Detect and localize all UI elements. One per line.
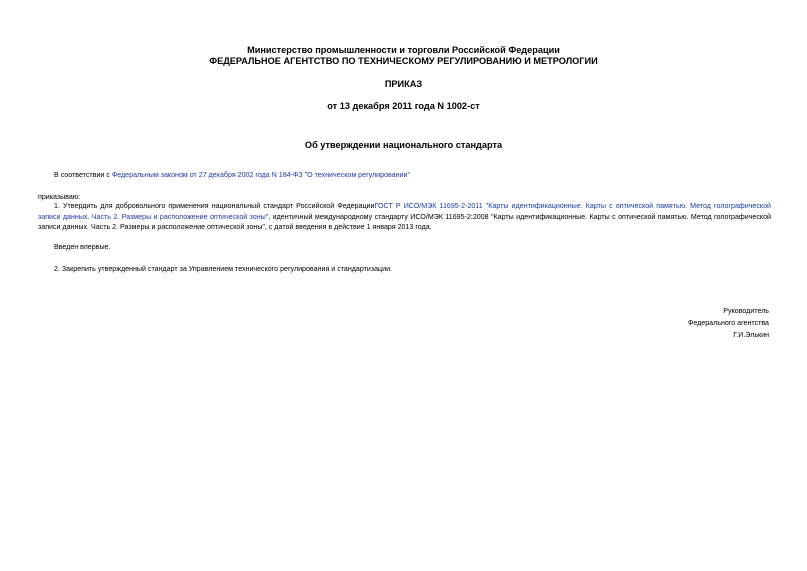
signer-name: Г.И.Элькин (733, 331, 769, 339)
item-1-suffix: , идентичный международному стандарту ИСО/МЭК 11695-2:2008 "Карты идентификационные. Карты с оптической памятью. Метод голографической записи данных. Часть 2. Размеры и расположение оптической зоны", с датой введения в действие 1 января 2013 года. (38, 212, 771, 231)
federal-law-link[interactable]: Федеральным законом от 27 декабря 2002 года N 184-ФЗ "О техническом регулировании" (111, 171, 411, 179)
order-word: приказываю: (38, 193, 81, 201)
order-item-2: 2. Закрепить утвержденный стандарт за Управлением технического регулирования и стандартизации. (54, 265, 393, 273)
preamble-prefix: В соответствии с (54, 171, 112, 179)
signer-position-line1: Руководитель (723, 307, 769, 315)
signer-position-line2: Федерального агентства (687, 319, 769, 327)
intro-note: Введен впервые. (54, 243, 111, 251)
order-item-1 (38, 201, 771, 233)
signature-block (688, 305, 769, 341)
document-date-number: от 13 декабря 2011 года N 1002-ст (327, 101, 480, 111)
gost-standard-link[interactable]: ГОСТ Р ИСО/МЭК 11695-2-2011 "Карты идентификационные. Карты с оптической памятью. Метод голографической записи данных. Часть 2. Размеры и расположение оптической зоны" (38, 202, 772, 221)
preamble (54, 170, 410, 181)
document-type: ПРИКАЗ (384, 79, 423, 89)
item-1-prefix: 1. Утвердить для добровольного применения национальный стандарт Российской Федерации (54, 202, 375, 210)
agency-name: ФЕДЕРАЛЬНОЕ АГЕНТСТВО ПО ТЕХНИЧЕСКОМУ РЕГУЛИРОВАНИЮ И МЕТРОЛОГИИ (209, 56, 598, 66)
ministry-name: Министерство промышленности и торговли Российской Федерации (247, 45, 560, 55)
document-title: Об утверждении национального стандарта (304, 140, 503, 150)
